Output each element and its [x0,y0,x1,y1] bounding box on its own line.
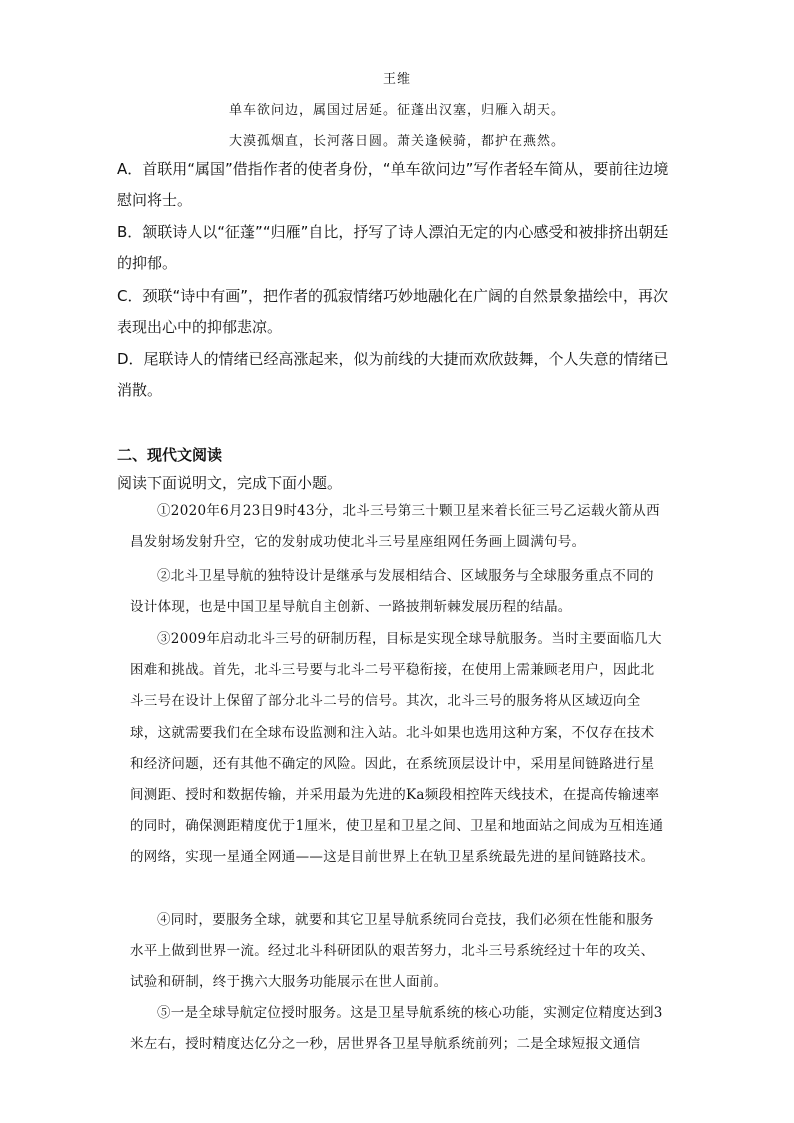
poem-author: 王维 [382,72,411,87]
paragraph-4: ④同时，要服务全球，就要和其它卫星导航系统同台竞技，我们必须在性能和服务水平上做到世界一流。经过北斗科研团队的艰苦努力，北斗三号系统经过十年的攻关、试验和研制，终于携六大服务功能展示在世人面前。 [130,912,655,991]
paragraph-5: ⑤一是全球导航定位授时服务。这是卫星导航系统的核心功能，实测定位精度达到3米左右，授时精度达亿分之一秒，居世界各卫星导航系统前列；二是全球短报文通信 [130,1005,663,1053]
option-c: C．颈联“诗中有画”，把作者的孤寂情绪巧妙地融化在广阔的自然景象描绘中，再次表现出心中的抑郁悲凉。 [117,287,669,336]
option-d: D．尾联诗人的情绪已经高涨起来，似为前线的大捷而欢欣鼓舞，个人失意的情绪已消散。 [117,350,669,399]
paragraph-3: ③2009年启动北斗三号的研制历程，目标是实现全球导航服务。当时主要面临几大困难和挑战。首先，北斗三号要与北斗二号平稳衔接，在使用上需兼顾老用户，因此北斗三号在设计上保留了部分北斗二号的信号。其次，北斗三号的服务将从区域迈向全球，这就需要我们在全球布设监测和注入站。北斗如果也选用这种方案，不仅存在技术和经济问题，还有其他不确定的风险。因此，在系统顶层设计中，采用星间链路进行星间测距、授时和数据传输，并采用最为先进的Ka频段相控阵天线技术，在提高传输速率的同时，确保测距精度优于1厘米，使卫星和卫星之间、卫星和地面站之间成为互相连通的网络，实现一星通全网通——这是目前世界上在轨卫星系统最先进的星间链路技术。 [130,631,664,866]
poem-line-1: 单车欲问边，属国过居延。征蓬出汉塞，归雁入胡天。 [228,103,565,118]
paragraph-1: ①2020年6月23日9时43分，北斗三号第三十颗卫星来着长征三号乙运载火箭从西昌发射场发射升空，它的发射成功使北斗三号星座组网任务画上圆满句号。 [130,503,660,551]
poem-line-2: 大漠孤烟直，长河落日圆。萧关逢候骑，都护在燕然。 [228,134,565,149]
paragraph-2: ②北斗卫星导航的独特设计是继承与发展相结合、区域服务与全球服务重点不同的设计体现，也是中国卫星导航自主创新、一路披荆斩棘发展历程的结晶。 [130,568,654,616]
section-instruction: 阅读下面说明文，完成下面小题。 [117,474,343,492]
option-a: A．首联用“属国”借指作者的使者身份，“单车欲问边”写作者轻车简从，要前往边境慰问将士。 [117,160,669,209]
option-b: B．颔联诗人以“征蓬”“归雁”自比，抒写了诗人漂泊无定的内心感受和被排挤出朝廷的抑郁。 [117,223,669,272]
section-heading: 二、现代文阅读 [117,446,223,464]
